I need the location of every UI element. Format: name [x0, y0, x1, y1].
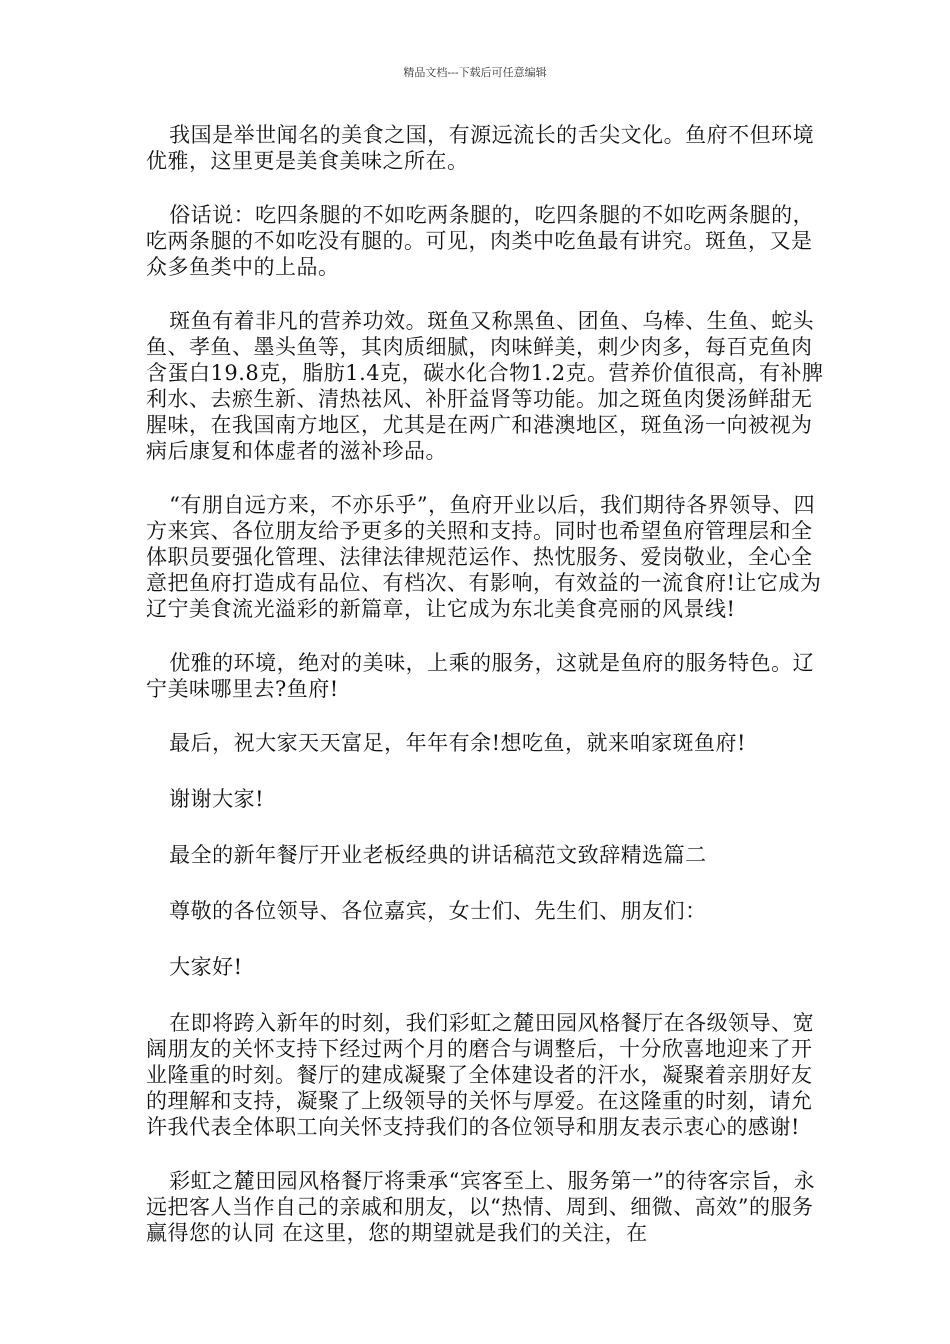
document-body [146, 122, 826, 1274]
greeting: 大家好! [169, 955, 243, 979]
paragraph-wishes: 最后，祝大家天天富足，年年有余!想吃鱼，就来咱家斑鱼府! [169, 731, 746, 755]
paragraph-opening: 在即将跨入新年的时刻，我们彩虹之麓田园风格餐厅在各级领导、宽阔朋友的关怀支持下经过两个月的磨合与调整后，十分欣喜地迎来了开业隆重的时刻。餐厅的建成凝聚了全体建设者的汗水，凝聚着亲朋好友的理解和支持，凝聚了上级领导的关怀与厚爱。在这隆重的时刻，请允许我代表全体职工向关怀支持我们的各位领导和朋友表示衷心的感谢! [146, 1011, 815, 1139]
paragraph-service: 彩虹之麓田园风格餐厅将秉承“宾客至上、服务第一”的待客宗旨，永远把客人当作自己的亲戚和朋友，以“热情、周到、细微、高效”的服务赢得您的认同 在这里，您的期望就是我们的关注，在 [146, 1169, 816, 1245]
section-title: 最全的新年餐厅开业老板经典的讲话稿范文致辞精选篇二 [169, 843, 707, 867]
paragraph-intro: 我国是举世闻名的美食之国，有源远流长的舌尖文化。鱼府不但环境优雅，这里更是美食美味之所在。 [146, 123, 815, 173]
paragraph-saying: 俗话说：吃四条腿的不如吃两条腿的，吃四条腿的不如吃两条腿的，吃两条腿的不如吃没有腿的。可见，肉类中吃鱼最有讲究。斑鱼，又是众多鱼类中的上品。 [146, 203, 815, 279]
page-header: 精品文档---下载后可任意编辑 [403, 66, 547, 79]
paragraph-friends: “有朋自远方来，不亦乐乎”，鱼府开业以后，我们期待各界领导、四方来宾、各位朋友给予更多的关照和支持。同时也希望鱼府管理层和全体职员要强化管理、法律法律规范运作、热忱服务、爱岗敬业，全心全意把鱼府打造成有品位、有档次、有影响，有效益的一流食府!让它成为辽宁美食流光溢彩的新篇章，让它成为东北美食亮丽的风景线! [146, 493, 822, 621]
paragraph-features: 优雅的环境，绝对的美味，上乘的服务，这就是鱼府的服务特色。辽宁美味哪里去?鱼府! [146, 651, 815, 701]
paragraph-nutrition: 斑鱼有着非凡的营养功效。斑鱼又称黑鱼、团鱼、乌棒、生鱼、蛇头鱼、孝鱼、墨头鱼等，其肉质细腻，肉味鲜美，刺少肉多，每百克鱼肉含蛋白19.8克，脂肪1.4克，碳水化合物1.2克。营养价值很高，有补脾利水、去瘀生新、清热祛风、补肝益肾等功能。加之斑鱼肉煲汤鲜甜无腥味，在我国南方地区，尤其是在两广和港澳地区，斑鱼汤一向被视为病后康复和体虚者的滋补珍品。 [146, 309, 824, 463]
paragraph-thanks: 谢谢大家! [169, 787, 265, 811]
salutation: 尊敬的各位领导、各位嘉宾，女士们、先生们、朋友们： [169, 899, 707, 923]
